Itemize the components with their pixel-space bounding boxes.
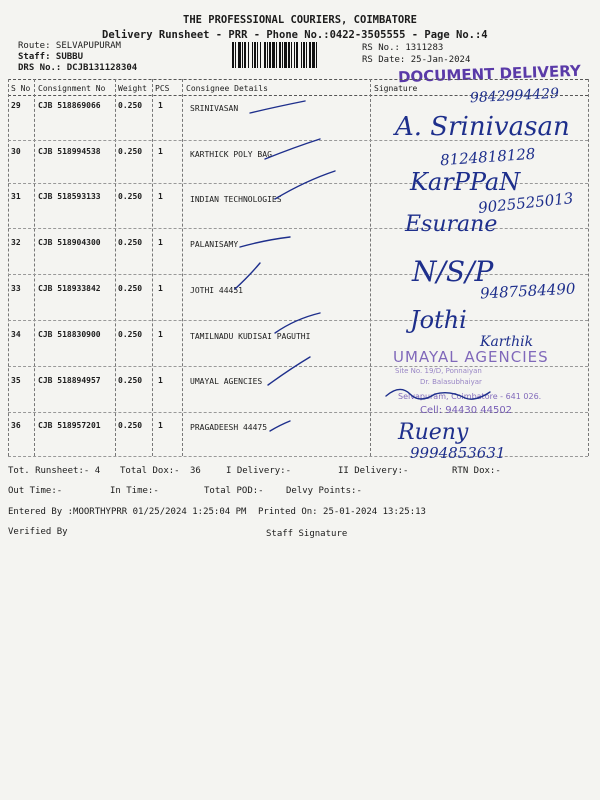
handwritten-phone: 8124818128 bbox=[439, 144, 536, 170]
row-consignee: UMAYAL AGENCIES bbox=[190, 377, 263, 386]
rs-date-label: RS Date: 25-Jan-2024 bbox=[362, 55, 471, 65]
row-weight: 0.250 bbox=[118, 192, 143, 201]
row-pcs: 1 bbox=[158, 147, 163, 156]
row-pcs: 1 bbox=[158, 421, 163, 430]
header-weight: Weight bbox=[118, 84, 147, 93]
out-time-label: Out Time:- bbox=[8, 486, 63, 496]
total-dox-label: Total Dox:- bbox=[120, 466, 180, 476]
document-delivery-stamp: DOCUMENT DELIVERY bbox=[397, 61, 582, 87]
handwritten-phone: 9994853631 bbox=[410, 444, 506, 462]
row-consignment: CJB 518904300 bbox=[38, 238, 101, 247]
row-consignee: INDIAN TECHNOLOGIES bbox=[190, 195, 282, 204]
row-sno: 35 bbox=[11, 376, 21, 385]
row-pcs: 1 bbox=[158, 238, 163, 247]
handwritten-signature: Esurane bbox=[405, 212, 498, 237]
row-sno: 36 bbox=[11, 421, 21, 430]
row-pcs: 1 bbox=[158, 192, 163, 201]
row-weight: 0.250 bbox=[118, 147, 143, 156]
handwritten-signature: N/S/P bbox=[412, 255, 494, 288]
i-delivery-label: I Delivery:- bbox=[226, 466, 292, 476]
handwritten-signature: KarPPaN bbox=[410, 168, 521, 196]
verified-by-label: Verified By bbox=[8, 527, 68, 537]
row-consignee: SRINIVASAN bbox=[190, 104, 239, 113]
ii-delivery-label: II Delivery:- bbox=[338, 466, 409, 476]
col-divider bbox=[370, 79, 371, 456]
route-label: Route: SELVAPUPURAM bbox=[18, 41, 121, 51]
row-sno: 31 bbox=[11, 192, 21, 201]
umayal-signature-scribble bbox=[380, 380, 500, 410]
row-consignee: KARTHICK POLY BAG bbox=[190, 150, 272, 159]
col-divider bbox=[8, 79, 9, 456]
runsheet-title: Delivery Runsheet - PRR - Phone No.:0422-3505555 - Page No.:4 bbox=[102, 29, 488, 41]
header-signature: Signature bbox=[374, 84, 418, 93]
row-consignee: PRAGADEESH 44475 bbox=[190, 423, 268, 432]
company-title: THE PROFESSIONAL COURIERS, COIMBATORE bbox=[183, 14, 417, 26]
umayal-stamp-line: Site No. 19/D, Ponnaiyan bbox=[395, 367, 482, 375]
row-weight: 0.250 bbox=[118, 101, 143, 110]
umayal-stamp-line: Cell: 94430 44502 bbox=[420, 405, 513, 416]
row-consignment: CJB 518869066 bbox=[38, 101, 101, 110]
row-pcs: 1 bbox=[158, 330, 163, 339]
row-weight: 0.250 bbox=[118, 421, 143, 430]
header-consignment: Consignment No bbox=[38, 84, 106, 93]
tot-runsheet-label: Tot. Runsheet:- 4 bbox=[8, 466, 101, 476]
col-divider bbox=[588, 79, 589, 456]
drs-label: DRS No.: DCJB131128304 bbox=[18, 63, 138, 73]
handwritten-phone: 9842994429 bbox=[469, 85, 560, 107]
row-consignee: TAMILNADU KUDISAI PAGUTHI bbox=[190, 332, 311, 341]
row-sno: 34 bbox=[11, 330, 21, 339]
col-divider bbox=[152, 79, 153, 456]
col-divider bbox=[115, 79, 116, 456]
row-pcs: 1 bbox=[158, 376, 163, 385]
staff-label: Staff: SUBBU bbox=[18, 52, 84, 62]
barcode bbox=[232, 42, 356, 68]
handwritten-signature: A. Srinivasan bbox=[395, 112, 570, 142]
consignee-tick-marks bbox=[180, 95, 370, 455]
umayal-stamp-line: Selvapuram, Coimbatore - 641 026. bbox=[398, 392, 542, 401]
row-consignment: CJB 518994538 bbox=[38, 147, 101, 156]
row-sno: 29 bbox=[11, 101, 21, 110]
row-consignee: PALANISAMY bbox=[190, 240, 239, 249]
row-sno: 33 bbox=[11, 284, 21, 293]
handwritten-signature: Rueny bbox=[398, 420, 469, 445]
row-pcs: 1 bbox=[158, 101, 163, 110]
row-weight: 0.250 bbox=[118, 238, 143, 247]
delvy-points-label: Delvy Points:- bbox=[286, 486, 362, 496]
handwritten-signature: Jothi bbox=[410, 306, 467, 334]
row-weight: 0.250 bbox=[118, 376, 143, 385]
row-weight: 0.250 bbox=[118, 330, 143, 339]
total-dox-value: 36 bbox=[190, 466, 201, 476]
umayal-stamp-line: Dr. Balasubhaiyar bbox=[420, 378, 482, 386]
rtn-dox-label: RTN Dox:- bbox=[452, 466, 501, 476]
row-sno: 30 bbox=[11, 147, 21, 156]
table-top-rule bbox=[8, 79, 588, 80]
header-sno: S No bbox=[11, 84, 31, 93]
header-consignee: Consignee Details bbox=[186, 84, 268, 93]
row-weight: 0.250 bbox=[118, 284, 143, 293]
entered-by-label: Entered By :MOORTHYPRR 01/25/2024 1:25:04 PM bbox=[8, 507, 247, 517]
row-consignment: CJB 518830900 bbox=[38, 330, 101, 339]
row-consignee: JOTHI 44451 bbox=[190, 286, 243, 295]
row-consignment: CJB 518593133 bbox=[38, 192, 101, 201]
handwritten-phone: 9487584490 bbox=[479, 279, 576, 303]
umayal-stamp-name: UMAYAL AGENCIES bbox=[393, 348, 549, 366]
rs-no-label: RS No.: 1311283 bbox=[362, 43, 444, 53]
printed-on-label: Printed On: 25-01-2024 13:25:13 bbox=[258, 507, 426, 517]
header-pcs: PCS bbox=[155, 84, 170, 93]
row-consignment: CJB 518894957 bbox=[38, 376, 101, 385]
col-divider bbox=[34, 79, 35, 456]
handwritten-signature: Karthik bbox=[480, 334, 534, 350]
in-time-label: In Time:- bbox=[110, 486, 159, 496]
handwritten-phone: 9025525013 bbox=[477, 189, 575, 217]
row-pcs: 1 bbox=[158, 284, 163, 293]
row-sno: 32 bbox=[11, 238, 21, 247]
staff-signature-label: Staff Signature bbox=[266, 529, 348, 539]
row-consignment: CJB 518957201 bbox=[38, 421, 101, 430]
row-consignment: CJB 518933842 bbox=[38, 284, 101, 293]
total-pod-label: Total POD:- bbox=[204, 486, 264, 496]
